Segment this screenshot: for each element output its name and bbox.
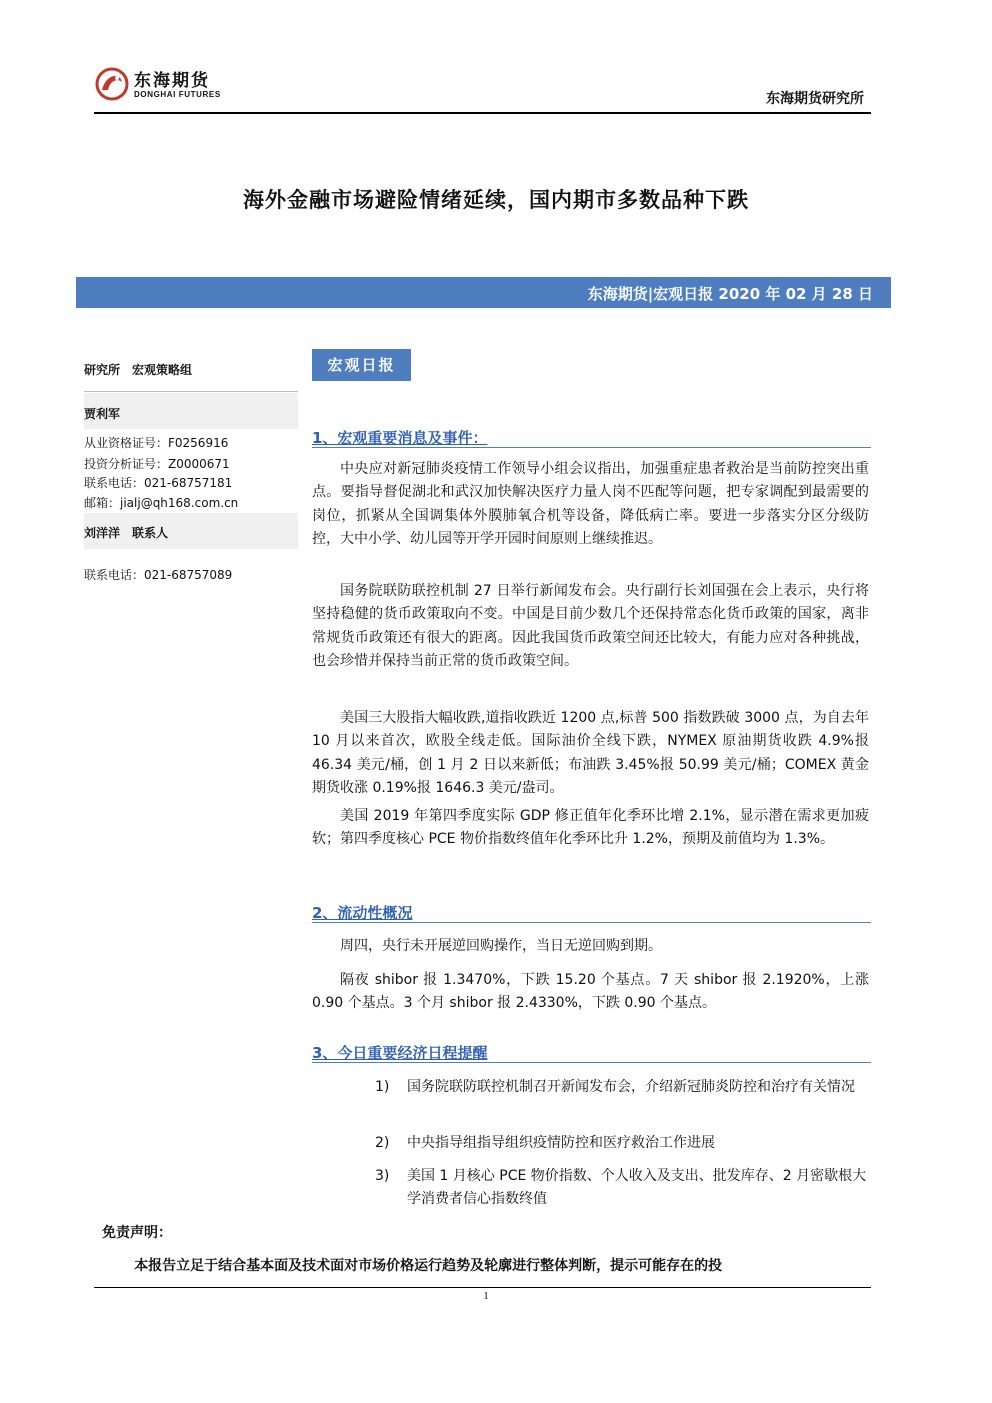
section-heading-liquidity: 2、流动性概况: [312, 904, 413, 922]
report-title: 海外金融市场避险情绪延续，国内期市多数品种下跌: [243, 188, 749, 212]
list-item-text: 中央指导组指导组织疫情防控和医疗救治工作进展: [407, 1135, 715, 1151]
logo-chinese-name: 东海期货: [134, 71, 210, 91]
sidebar-divider: [84, 391, 298, 392]
dragon-logo-icon: [94, 64, 130, 104]
list-item-text: 美国 1 月核心 PCE 物价指数、个人收入及支出、批发库存、2 月密歇根大学消费者信心指数终值: [407, 1168, 867, 1208]
section-macro-news-body: [312, 805, 869, 852]
section-liquidity-body: [312, 969, 869, 1016]
banner-text: 东海期货|宏观日报 2020 年 02 月 28 日: [587, 285, 873, 303]
company-logo: [94, 62, 234, 106]
list-item-number: 2): [375, 1135, 390, 1151]
analyst2-header: [84, 513, 298, 549]
paragraph: 国务院联防联控机制 27 日举行新闻发布会。央行副行长刘国强在会上表示，央行将坚持稳健的货币政策取向不变。中国是目前少数几个还保持常态化货币政策的国家，离非常规货币政策还有很大的距离。因此我国货币政策空间还比较大，有能力应对各种挑战，也会珍惜并保持当前正常的货币政策空间。: [312, 583, 869, 670]
paragraph: 周四，央行未开展逆回购操作，当日无逆回购到期。: [340, 938, 662, 954]
section-macro-news-body: [312, 707, 869, 801]
analyst1-header: [84, 393, 298, 429]
analyst1-phone: 联系电话：021-68757181: [84, 476, 233, 490]
list-item-number: 3): [375, 1168, 390, 1184]
section-underline: [312, 922, 871, 923]
section-heading-calendar: 3、今日重要经济日程提醒: [312, 1044, 488, 1062]
header-divider: [94, 112, 871, 114]
section-heading-macro-news: 1、宏观重要消息及事件：: [312, 429, 488, 447]
analyst1-name: 贾利军: [84, 407, 121, 421]
logo-english-name: DONGHAI FUTURES: [134, 90, 221, 99]
paragraph: 美国三大股指大幅收跌,道指收跌近 1200 点,标普 500 指数跌破 3000 点，为自去年 10 月以来首次，欧股全线走低。国际油价全线下跌，NYMEX 原油期货收跌 4.9%报 46.34 美元/桶，创 1 月 2 日以来新低；布油跌 3.45%报 50.99 美元/桶；COMEX 黄金期货收涨 0.19%报 1646.3 美元/盎司。: [312, 710, 869, 797]
report-banner: [76, 277, 891, 308]
list-item-text: 国务院联防联控机制召开新闻发布会，介绍新冠肺炎防控和治疗有关情况: [407, 1079, 855, 1095]
disclaimer-text: 本报告立足于结合基本面及技术面对市场价格运行趋势及轮廓进行整体判断，提示可能存在的投: [134, 1258, 723, 1274]
paragraph: 中央应对新冠肺炎疫情工作领导小组会议指出，加强重症患者救治是当前防控突出重点。要指导督促湖北和武汉加快解决医疗力量人岗不匹配等问题，把专家调配到最需要的岗位，抓紧从全国调集体外膜肺氧合机等设备，降低病亡率。要进一步落实分区分级防控，大中小学、幼儿园等开学开园时间原则上继续推迟。: [312, 461, 869, 548]
analyst2-phone: 联系电话：021-68757089: [84, 568, 233, 582]
header-institute: 东海期货研究所: [766, 91, 864, 107]
section-macro-news-body: [312, 580, 869, 674]
disclaimer-heading: 免责声明：: [102, 1225, 172, 1241]
sidebar-dept: 研究所 宏观策略组: [84, 363, 193, 377]
section-underline: [312, 1062, 871, 1063]
section-macro-news-body: [312, 458, 869, 552]
section-liquidity-body: [312, 935, 869, 958]
section-underline: [312, 447, 871, 448]
analyst1-invest-cert: 投资分析证号：Z0000671: [84, 457, 230, 471]
list-item-number: 1): [375, 1079, 390, 1095]
paragraph: 隔夜 shibor 报 1.3470%，下跌 15.20 个基点。7 天 shibor 报 2.1920%，上涨 0.90 个基点。3 个月 shibor 报 2.4330%，下跌 0.90 个基点。: [312, 972, 869, 1012]
footer-divider: [94, 1287, 871, 1288]
page-number: 1: [483, 1290, 489, 1302]
report-type-tag: 宏观日报: [312, 349, 411, 381]
paragraph: 美国 2019 年第四季度实际 GDP 修正值年化季环比增 2.1%，显示潜在需求更加疲软；第四季度核心 PCE 物价指数终值年化季环比升 1.2%，预期及前值均为 1.3%。: [312, 808, 869, 848]
analyst2-name: 刘洋洋 联系人: [84, 526, 169, 540]
analyst1-cert: 从业资格证号：F0256916: [84, 436, 229, 450]
analyst1-email[interactable]: 邮箱：jialj@qh168.com.cn: [84, 496, 239, 510]
